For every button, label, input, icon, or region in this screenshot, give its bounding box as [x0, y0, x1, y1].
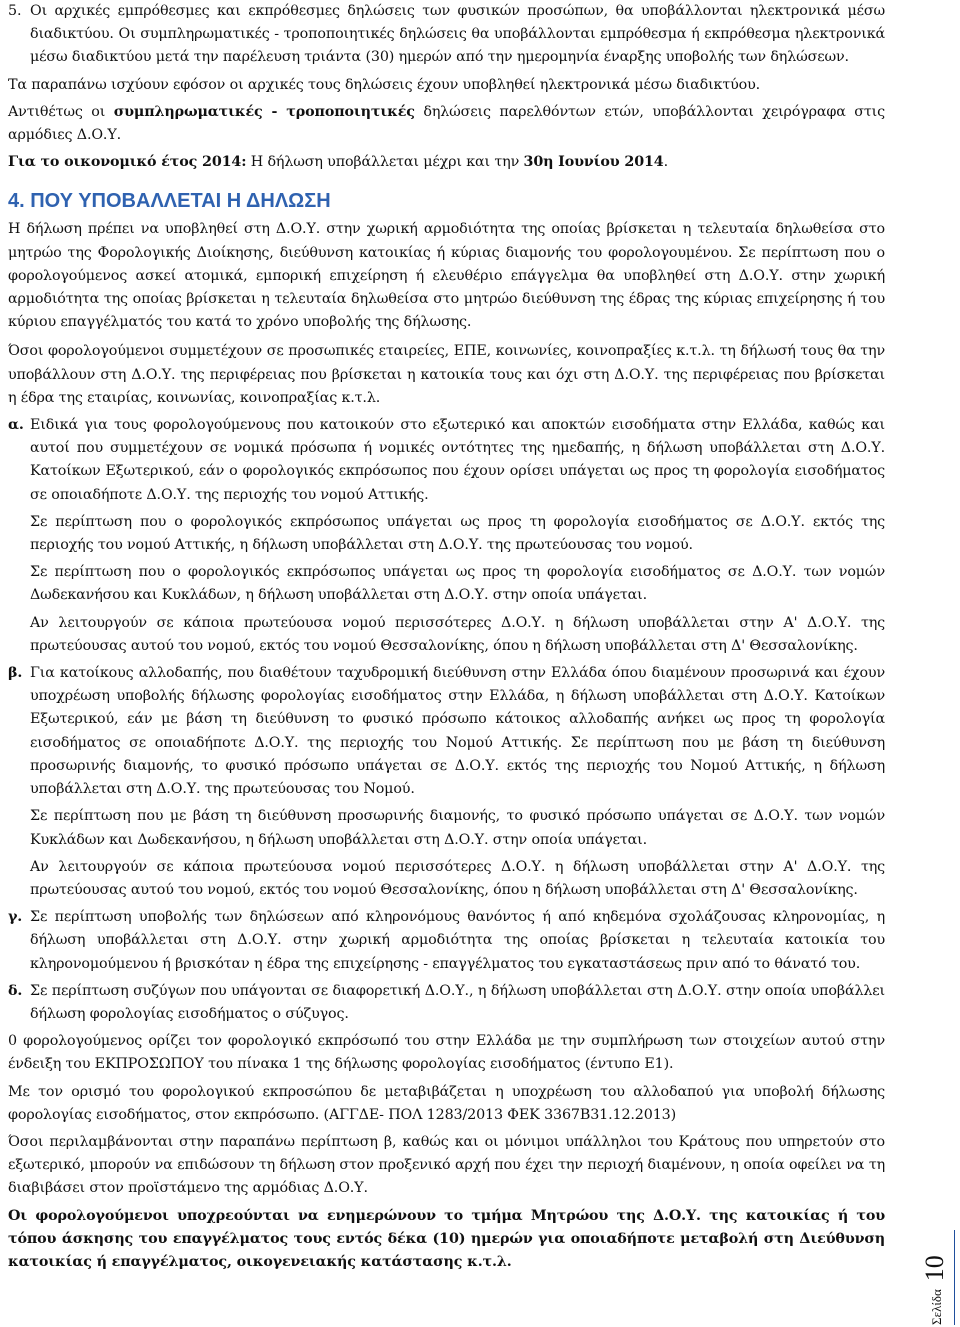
- lettered-item-label: δ.: [8, 982, 23, 999]
- paragraph-officials: Όσοι περιλαμβάνονται στην παραπάνω περίπτωση β, καθώς και οι μόνιμοι υπάλληλοι του Κράτους που υπηρετούν στο εξωτερικό, μπορούν να επιδώσουν τη δήλωση στον προξενικό αρχή που έχει την περιοχή διαμένουν, η οποία οφείλει να τη διαβιβάσει στον προϊστάμενο της αρμόδιας Δ.Ο.Υ.: [8, 1133, 885, 1197]
- paragraph-supplementary: Αντιθέτως οι συμπληρωματικές - τροποποιητικές δηλώσεις παρελθόντων ετών, υποβάλλονται χειρόγραφα στις αρμόδιες Δ.Ο.Υ.: [8, 103, 885, 144]
- item-5-text: Οι αρχικές εμπρόθεσμες και εκπρόθεσμες δηλώσεις των φυσικών προσώπων, θα υποβάλλονται ηλεκτρονικά μέσω διαδικτύου. Οι συμπληρωματικές - τροποποιητικές δηλώσεις θα υποβάλλονται εμπρόθεσμα ή εκπρόθεσμα ηλεκτρονικά μέσω διαδικτύου μετά την παρέλευση τριάντα (30) ημερών από την ημερομηνία έναρξης υποβολής των δηλώσεων.: [30, 3, 885, 66]
- lettered-list: [8, 414, 885, 1026]
- lettered-item-paragraph: Αν λειτουργούν σε κάποια πρωτεύουσα νομού περισσότερες Δ.Ο.Υ. η δήλωση υποβάλλεται στην Α' Δ.Ο.Υ. της πρωτεύουσας αυτού του νομού, εκτός του νομού Θεσσαλονίκης, όπου η δήλωση υποβάλλεται στη Δ' Θεσσαλονίκης.: [30, 858, 885, 898]
- paragraph-representative-1: 0 φορολογούμενος ορίζει τον φορολογικό εκπρόσωπό του στην Ελλάδα με την συμπλήρωση των στοιχείων αυτού στην ένδειξη του ΕΚΠΡΟΣΩΠΟΥ του πίνακα 1 της δήλωσης φορολογίας εισοδήματος (έντυπο Ε1).: [8, 1033, 885, 1073]
- lettered-item: [8, 414, 885, 658]
- paragraph-partners: Όσοι φορολογούμενοι συμμετέχουν σε προσωπικές εταιρείες, ΕΠΕ, κοινωνίες, κοινοπραξίες κ.τ.λ. τη δήλωσή τους θα την υποβάλλουν στη Δ.Ο.Υ. της περιφέρειας που βρίσκεται η κατοικία τους και όχι στη Δ.Ο.Υ. της περιφέρειας που βρίσκεται η έδρα της εταιρίας, κοινωνίας, κοινοπραξίας κ.τ.λ.: [8, 343, 885, 406]
- lettered-item-paragraph: Ειδικά για τους φορολογούμενους που κατοικούν στο εξωτερικό και αποκτών εισοδήματα στην Ελλάδα, καθώς και αυτοί που συμμετέχουν σε νομικά πρόσωπα ή νομικές οντότητες της ημεδαπής, η δήλωση υποβάλλεται στη Δ.Ο.Υ. Κατοίκων Εξωτερικού, εάν ο φορολογικός εκπρόσωπος που έχουν ορίσει υπάγεται ως προς τη φορολογία εισοδήματος σε οποιαδήποτε Δ.Ο.Υ. της περιοχής του νομού Αττικής.: [30, 417, 885, 503]
- page-content: [8, 0, 885, 1274]
- page-number: 10: [920, 1255, 949, 1282]
- lettered-item-body: [30, 662, 885, 902]
- paragraph-electronic: Τα παραπάνω ισχύουν εφόσον οι αρχικές τους δηλώσεις έχουν υποβληθεί ηλεκτρονικά μέσω διαδικτύου.: [8, 76, 761, 93]
- lettered-item-label: β.: [8, 665, 23, 682]
- footer-divider: [954, 1230, 955, 1325]
- item-5: [8, 0, 885, 70]
- lettered-item-paragraph: Σε περίπτωση που με βάση τη διεύθυνση προσωρινής διαμονής, το φυσικό πρόσωπο υπάγεται σε Δ.Ο.Υ. των νομών Κυκλάδων και Δωδεκανήσου, η δήλωση υποβάλλεται στη Δ.Ο.Υ. στην οποία υπάγεται.: [30, 808, 885, 848]
- lettered-item-paragraph: Σε περίπτωση συζύγων που υπάγονται σε διαφορετική Δ.Ο.Υ., η δήλωση υποβάλλεται στη Δ.Ο.Υ. στην οποία υποβάλλει δήλωση φορολογίας εισοδήματος ο σύζυγος.: [30, 982, 885, 1022]
- supplementary-bold: συμπληρωματικές - τροποποιητικές: [113, 103, 415, 120]
- page-label: Σελίδα: [929, 1289, 944, 1325]
- page-footer: [918, 1230, 958, 1325]
- lettered-item-label: α.: [8, 417, 24, 434]
- lettered-item: [8, 662, 885, 902]
- paragraph-representative-2: Με τον ορισμό του φορολογικού εκπροσώπου δε μεταβιβάζεται η υποχρέωση του αλλοδαπού για υποβολή δήλωσης φορολογίας εισοδήματος, στον εκπρόσωπο. (ΑΓΓΔΕ- ΠΟΛ 1283/2013 ΦΕΚ 3367Β31.12.2013): [8, 1083, 885, 1123]
- lettered-item-paragraph: Αν λειτουργούν σε κάποια πρωτεύουσα νομού περισσότερες Δ.Ο.Υ. η δήλωση υποβάλλεται στην Α' Δ.Ο.Υ. της πρωτεύουσας αυτού του νομού, εκτός του νομού Θεσσαλονίκης, όπου η δήλωση υποβάλλεται στη Δ' Θεσσαλονίκης.: [30, 614, 885, 654]
- paragraph-where: Η δήλωση πρέπει να υποβληθεί στη Δ.Ο.Υ. στην χωρική αρμοδιότητα της οποίας βρίσκεται η τελευταία δηλωθείσα στο μητρώο της Φορολογικής Διοίκησης, διεύθυνση κατοικίας ή κύριας διαμονής του φορολογουμένου. Σε περίπτωση που ο φορολογούμενος ασκεί ατομικά, εμπορική επιχείρηση ή ελευθέριο επάγγελμα θα υποβληθεί στη Δ.Ο.Υ. στην χωρική αρμοδιότητα της οποίας βρίσκεται η τελευταία δηλωθείσα στο μητρώο διεύθυνση της έδρας της κύριας επιχείρησης ή του κύριου επαγγέλματός του κατά το χρόνο υποβολής της δήλωσης.: [8, 221, 885, 331]
- lettered-item-paragraph: Σε περίπτωση που ο φορολογικός εκπρόσωπος υπάγεται ως προς τη φορολογία εισοδήματος σε Δ.Ο.Υ. εκτός της περιοχής του νομού Αττικής, η δήλωση υποβάλλεται στη Δ.Ο.Υ. της πρωτεύουσας του νομού.: [30, 513, 885, 554]
- paragraph-final-notice: Οι φορολογούμενοι υποχρεούνται να ενημερώνουν το τμήμα Μητρώου της Δ.Ο.Υ. της κατοικίας ή του τόπου άσκησης του επαγγέλματος τους εντός δέκα (10) ημερών για οποιαδήποτε μεταβολή στη Διεύθυνση κατοικίας ή επαγγέλματος, οικογενειακής κατάστασης κ.τ.λ.: [8, 1207, 885, 1270]
- lettered-item-body: [30, 980, 885, 1026]
- lettered-item: [8, 980, 885, 1026]
- lettered-item-paragraph: Σε περίπτωση υποβολής των δηλώσεων από κληρονόμους θανόντος ή από κηδεμόνα σχολάζουσας κληρονομίας, η δήλωση υποβάλλεται στη Δ.Ο.Υ. στην χωρική αρμοδιότητα της οποίας βρίσκεται η τελευταία κατοικία του κληρονομούμενου ή βρισκόταν η έδρα της επιχείρησης - επαγγέλματος του εγκαταστάσεως πριν από το θάνατό του.: [30, 909, 885, 972]
- lettered-item-body: [30, 414, 885, 658]
- item-5-number: 5.: [8, 3, 22, 19]
- section-heading-4: 4. ΠΟΥ ΥΠΟΒΑΛΛΕΤΑΙ Η ΔΗΛΩΣΗ: [8, 190, 331, 213]
- page-number-label: [920, 1255, 950, 1325]
- lettered-item-paragraph: Για κατοίκους αλλοδαπής, που διαθέτουν ταχυδρομική διεύθυνση στην Ελλάδα όπου διαμένουν προσωρινά και έχουν υποχρέωση υποβολής δήλωσης φορολογίας εισοδήματος στην Ελλάδα, η δήλωση υποβάλλεται στη Δ.Ο.Υ. Κατοίκων Εξωτερικού, εάν με βάση τη διεύθυνση το φυσικό πρόσωπο κάτοικος αλλοδαπής ανήκει ως προς τη φορολογία εισοδήματος σε οποιαδήποτε Δ.Ο.Υ. της περιοχής του Νομού Αττικής. Σε περίπτωση που με βάση τη διεύθυνση προσωρινής διαμονής, το φυσικό πρόσωπο υπάγεται σε Δ.Ο.Υ. εκτός της περιοχής του Νομού Αττικής, η δήλωση υποβάλλεται στη Δ.Ο.Υ. της πρωτεύουσας του Νομού.: [30, 665, 885, 798]
- lettered-item-label: γ.: [8, 909, 23, 926]
- lettered-item-body: [30, 906, 885, 976]
- lettered-item: [8, 906, 885, 976]
- lettered-item-paragraph: Σε περίπτωση που ο φορολογικός εκπρόσωπος υπάγεται ως προς τη φορολογία εισοδήματος σε Δ.Ο.Υ. των νομών Δωδεκανήσου και Κυκλάδων, η δήλωση υποβάλλεται στη Δ.Ο.Υ. στην οποία υπάγεται.: [30, 564, 885, 604]
- paragraph-fiscal-year: Για το οικονομικό έτος 2014: Η δήλωση υποβάλλεται μέχρι και την 30η Ιουνίου 2014.: [8, 154, 668, 171]
